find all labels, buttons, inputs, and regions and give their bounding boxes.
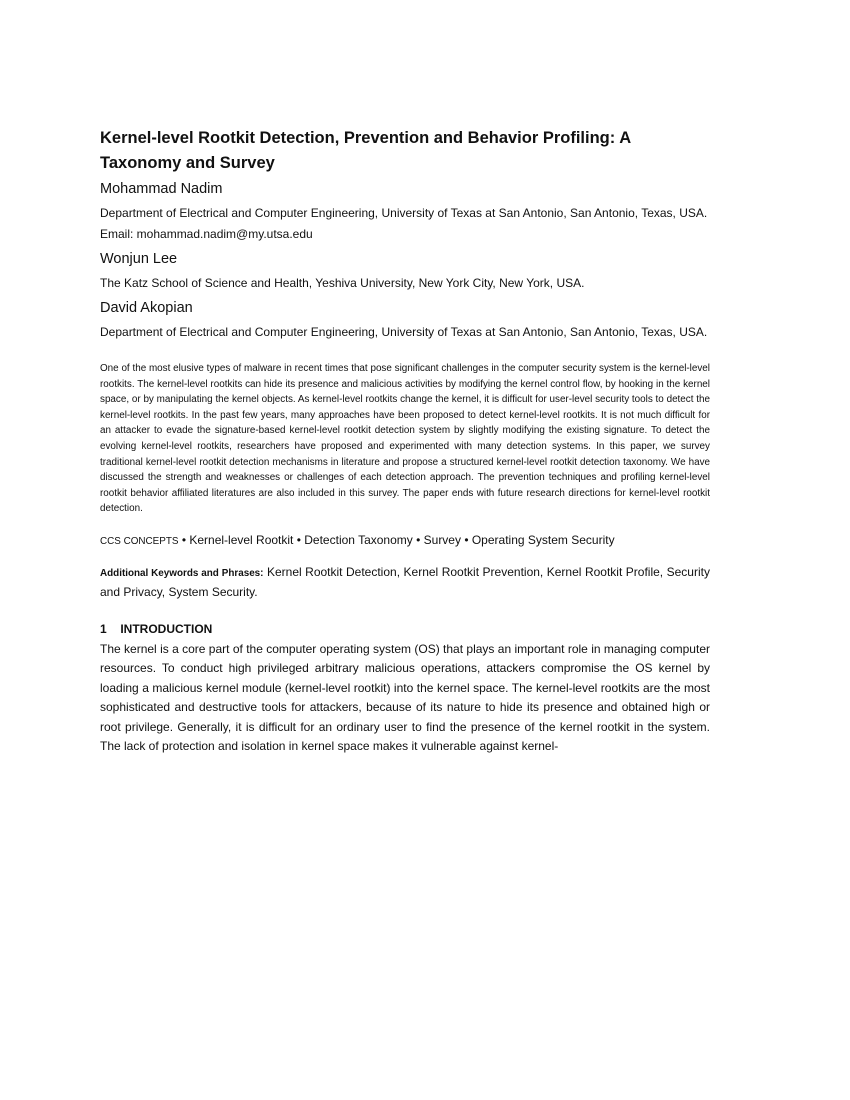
keywords: [100, 563, 710, 602]
author-affiliation: Department of Electrical and Computer Engineering, University of Texas at San Antonio, San Antonio, Texas, USA. Email: mohammad.nadim@my.utsa.edu: [100, 206, 708, 241]
section-number: 1: [100, 621, 107, 636]
author-block: [100, 249, 710, 294]
author-block: [100, 298, 710, 343]
author-name: Mohammad Nadim: [100, 181, 223, 197]
keywords-label: Additional Keywords and Phrases:: [100, 567, 264, 579]
paper-page: [100, 126, 710, 756]
author-affiliation: The Katz School of Science and Health, Yeshiva University, New York City, New York, USA.: [100, 276, 585, 290]
author-affiliation: Department of Electrical and Computer Engineering, University of Texas at San Antonio, San Antonio, Texas, USA.: [100, 325, 708, 339]
author-block: [100, 179, 710, 245]
ccs-concepts: [100, 531, 710, 551]
ccs-label: CCS CONCEPTS: [100, 535, 179, 547]
author-name: David Akopian: [100, 300, 193, 316]
paper-title: Kernel-level Rootkit Detection, Prevention and Behavior Profiling: A Taxonomy and Survey: [100, 129, 631, 172]
author-name: Wonjun Lee: [100, 251, 178, 267]
section-body: The kernel is a core part of the computer operating system (OS) that plays an important role in managing computer resources. To conduct high privileged arbitrary malicious operations, attackers compromise the OS kernel by loading a malicious kernel module (kernel-level rootkit) into the kernel space. The kernel-level rootkits are the most sophisticated and destructive tools for attackers, because of its nature to hide its presence and obtained high or root privilege. Generally, it is difficult for an ordinary user to find the presence of the kernel rootkit in the system. The lack of protection and isolation in kernel space makes it vulnerable against kernel-: [100, 641, 710, 753]
ccs-concept-list: • Kernel-level Rootkit • Detection Taxonomy • Survey • Operating System Security: [181, 532, 615, 547]
abstract: One of the most elusive types of malware in recent times that pose significant challenges in the computer security system is the kernel-level rootkits. The kernel-level rootkits can hide its presence and malicious activities by modifying the kernel control flow, by hooking in the kernel space, or by manipulating the kernel objects. As kernel-level rootkits change the kernel, it is difficult for user-level security tools to detect the kernel-level rootkits. In the past few years, many approaches have been proposed to detect kernel-level rootkits. It is not much difficult for an attacker to evade the signature-based kernel-level rootkit detection system by slightly modifying the existing signature. To detect the evolving kernel-level rootkits, researchers have proposed and experimented with many detection systems. In this paper, we survey traditional kernel-level rootkit detection mechanisms in literature and propose a structured kernel-level rootkit detection taxonomy. We have discussed the strength and weaknesses or challenges of each detection approach. The prevention techniques and profiling kernel-level rootkit behavior affiliated literatures are also included in this survey. The paper ends with future research directions for kernel-level rootkit detection.: [100, 363, 710, 515]
section-title: INTRODUCTION: [120, 621, 213, 636]
keywords-text: Kernel Rootkit Detection, Kernel Rootkit Prevention, Kernel Rootkit Profile, Security and Privacy, System Security.: [100, 564, 710, 599]
section-heading: [100, 620, 710, 638]
